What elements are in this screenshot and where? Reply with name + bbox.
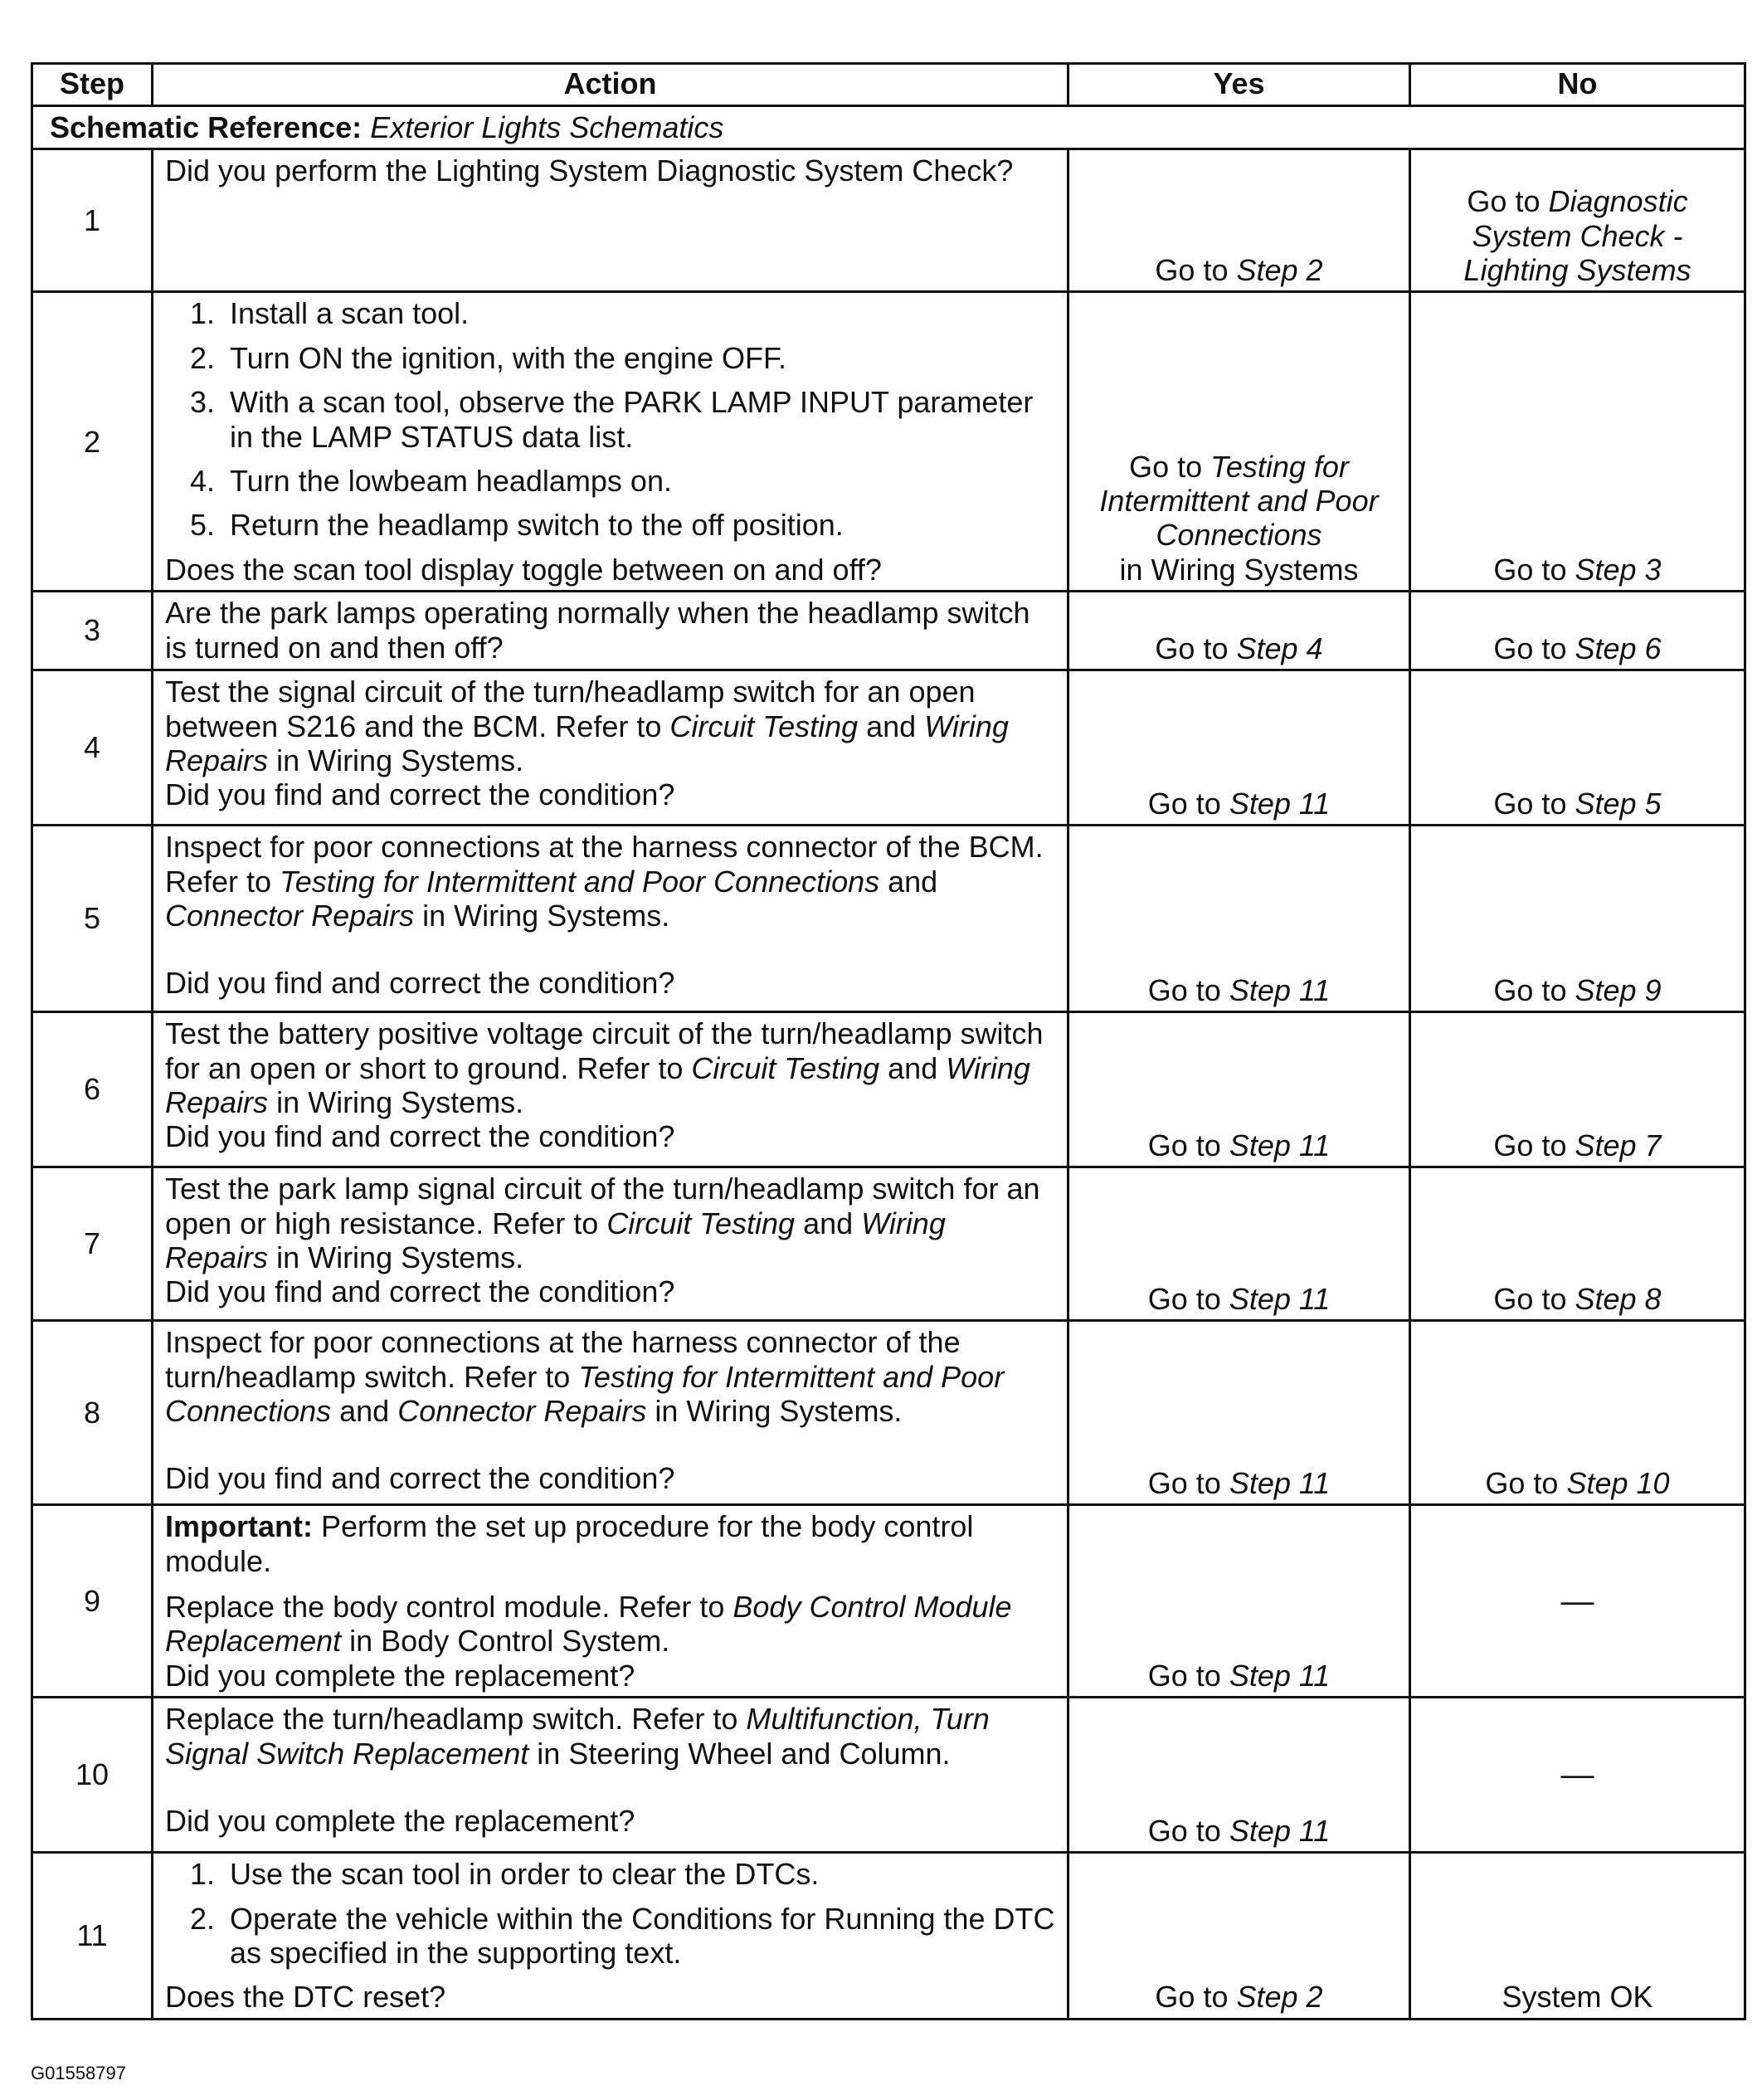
step-number: 3 — [32, 592, 153, 670]
no-link[interactable]: Step 6 — [1575, 631, 1662, 665]
table-row — [32, 1012, 1745, 1167]
action-text: Test the signal circuit of the turn/headlamp switch for an open between S216 and the BCM. Refer to Circuit Testing and Wiring Repairs in Wiring Systems. — [165, 675, 1009, 777]
figure-id: G01558797 — [31, 2063, 126, 2083]
yes-cell — [1068, 826, 1410, 1012]
yes-prefix: Go to — [1147, 786, 1229, 821]
question-text: Did you find and correct the condition? — [165, 1461, 675, 1496]
ref-link[interactable]: Wiring Repairs — [165, 709, 1009, 777]
list-item: 4. Turn the lowbeam headlamps on. — [223, 464, 1055, 498]
header-row — [32, 64, 1745, 106]
step-number: 7 — [32, 1167, 153, 1321]
step-number: 5 — [32, 826, 153, 1012]
yes-cell — [1068, 1321, 1410, 1505]
step-number: 11 — [32, 1853, 153, 2020]
list-item: 1. Install a scan tool. — [223, 296, 1055, 330]
schematic-label: Schematic Reference: — [50, 110, 363, 144]
no-cell — [1410, 670, 1745, 826]
action-text: Test the battery positive voltage circuit of the turn/headlamp switch for an open or short to ground. Refer to Circuit Testing and Wiring Repairs in Wiring Systems. — [165, 1016, 1044, 1119]
no-prefix: Go to — [1467, 184, 1549, 219]
yes-prefix: Go to — [1147, 1281, 1229, 1316]
yes-cell — [1068, 1012, 1410, 1167]
action-cell — [153, 1853, 1068, 2020]
yes-cell — [1068, 1505, 1410, 1698]
question-text: Did you find and correct the condition? — [165, 1119, 675, 1154]
action-cell — [153, 1698, 1068, 1853]
no-link[interactable]: Step 3 — [1575, 552, 1662, 587]
action-cell — [153, 292, 1068, 592]
ref-link[interactable]: Connector Repairs — [397, 1393, 647, 1428]
no-link[interactable]: Step 10 — [1566, 1465, 1670, 1500]
action-cell — [153, 670, 1068, 826]
table-row — [32, 1321, 1745, 1505]
schematic-link[interactable]: Exterior Lights Schematics — [370, 110, 724, 144]
action-list — [165, 1857, 1055, 1970]
no-cell — [1410, 1167, 1745, 1321]
yes-cell — [1068, 292, 1410, 592]
step-number: 9 — [32, 1505, 153, 1698]
no-cell: System OK — [1410, 1853, 1745, 2020]
no-cell — [1410, 1012, 1745, 1167]
no-prefix: Go to — [1493, 552, 1575, 587]
step-number: 2 — [32, 292, 153, 592]
header-action: Action — [153, 64, 1068, 106]
yes-link[interactable]: Step 11 — [1229, 1128, 1331, 1162]
yes-cell — [1068, 1698, 1410, 1853]
table-row — [32, 826, 1745, 1012]
ref-link[interactable]: Circuit Testing — [691, 1050, 880, 1085]
yes-suffix: in Wiring Systems — [1119, 552, 1359, 587]
action-list — [165, 296, 1055, 542]
no-cell: — — [1410, 1698, 1745, 1853]
yes-prefix: Go to — [1147, 1658, 1229, 1693]
action-cell — [153, 149, 1068, 292]
important-label: Important: — [165, 1509, 313, 1544]
list-item: 1. Use the scan tool in order to clear the DTCs. — [223, 1857, 1055, 1891]
ref-link[interactable]: Body Control Module Replacement — [165, 1589, 1012, 1659]
step-number: 4 — [32, 670, 153, 826]
yes-prefix: Go to — [1155, 1980, 1237, 2015]
action-text: Inspect for poor connections at the harness connector of the turn/headlamp switch. Refer to Testing for Intermittent and Poor Connections and Connector Repairs in Wiring Systems. — [165, 1325, 1005, 1428]
yes-cell — [1068, 1167, 1410, 1321]
action-text: Replace the body control module. Refer to Body Control Module Replacement in Body Control System. — [165, 1589, 1012, 1659]
step-number: 10 — [32, 1698, 153, 1853]
action-cell — [153, 592, 1068, 670]
no-prefix: Go to — [1485, 1465, 1567, 1500]
table-row — [32, 1698, 1745, 1853]
action-cell — [153, 1167, 1068, 1321]
no-prefix: Go to — [1493, 1281, 1575, 1316]
table-row — [32, 1167, 1745, 1321]
yes-cell — [1068, 592, 1410, 670]
no-cell — [1410, 292, 1745, 592]
no-link[interactable]: Step 8 — [1575, 1281, 1662, 1316]
yes-prefix: Go to — [1155, 631, 1237, 665]
action-cell — [153, 1321, 1068, 1505]
yes-prefix: Go to — [1155, 253, 1237, 287]
important-note: Important: Perform the set up procedure for the body control module. — [165, 1509, 974, 1578]
yes-prefix: Go to — [1147, 972, 1229, 1007]
list-item: 5. Return the headlamp switch to the off position. — [223, 508, 1055, 542]
yes-link[interactable]: Testing for Intermittent and Poor Connections — [1099, 449, 1379, 553]
header-yes: Yes — [1068, 64, 1410, 106]
step-number: 1 — [32, 149, 153, 292]
table-row — [32, 1853, 1745, 2020]
no-cell: — — [1410, 1505, 1745, 1698]
yes-prefix: Go to — [1129, 449, 1211, 484]
yes-cell — [1068, 670, 1410, 826]
action-cell — [153, 826, 1068, 1012]
schematic-row — [32, 106, 1745, 149]
question-text: Did you complete the replacement? — [165, 1803, 635, 1838]
question-text: Did you find and correct the condition? — [165, 777, 675, 812]
diagnostic-table — [31, 62, 1746, 2020]
action-text: Test the park lamp signal circuit of the turn/headlamp switch for an open or high resistance. Refer to Circuit Testing and Wiring Repairs in Wiring Systems. — [165, 1172, 1040, 1274]
yes-prefix: Go to — [1147, 1813, 1229, 1848]
no-cell — [1410, 826, 1745, 1012]
ref-link[interactable]: Multifunction, Turn Signal Switch Replacement — [165, 1702, 990, 1771]
ref-link[interactable]: Wiring Repairs — [165, 1050, 1030, 1119]
yes-cell — [1068, 149, 1410, 292]
yes-link[interactable]: Step 2 — [1236, 253, 1323, 287]
ref-link[interactable]: Connector Repairs — [165, 898, 415, 933]
yes-link[interactable]: Step 11 — [1229, 972, 1331, 1007]
question-text: Does the DTC reset? — [165, 1980, 446, 2015]
header-step: Step — [32, 64, 153, 106]
yes-prefix: Go to — [1147, 1128, 1229, 1162]
action-text: Replace the turn/headlamp switch. Refer to Multifunction, Turn Signal Switch Replacement in Steering Wheel and Column. — [165, 1702, 990, 1771]
yes-link[interactable]: Step 11 — [1229, 1281, 1331, 1316]
ref-link[interactable]: Circuit Testing — [606, 1206, 796, 1240]
action-cell — [153, 1505, 1068, 1698]
no-cell — [1410, 1321, 1745, 1505]
table-row — [32, 670, 1745, 826]
ref-link[interactable]: Testing for Intermittent and Poor Connections — [280, 864, 880, 899]
yes-prefix: Go to — [1147, 1465, 1229, 1500]
action-cell — [153, 1012, 1068, 1167]
no-link[interactable]: Step 7 — [1575, 1128, 1662, 1162]
question-text: Did you find and correct the condition? — [165, 1274, 675, 1309]
table-row — [32, 592, 1745, 670]
ref-link[interactable]: Testing for Intermittent and Poor Connections — [165, 1359, 1005, 1428]
yes-link[interactable]: Step 11 — [1229, 1813, 1331, 1848]
question-text: Does the scan tool display toggle between on and off? — [165, 552, 882, 587]
list-item: 3. With a scan tool, observe the PARK LAMP INPUT parameter in the LAMP STATUS data list. — [223, 385, 1055, 454]
yes-link[interactable]: Step 4 — [1236, 631, 1323, 665]
no-prefix: Go to — [1493, 631, 1575, 665]
question-text: Did you complete the replacement? — [165, 1658, 635, 1693]
action-text: Inspect for poor connections at the harness connector of the BCM. Refer to Testing for Intermittent and Poor Connections and Connector Repairs in Wiring Systems. — [165, 830, 1044, 933]
no-link[interactable]: Step 5 — [1575, 786, 1662, 821]
schematic-reference — [32, 106, 1745, 149]
table-row — [32, 292, 1745, 592]
list-item: 2. Turn ON the ignition, with the engine OFF. — [223, 341, 1055, 375]
table-row — [32, 149, 1745, 292]
step-number: 8 — [32, 1321, 153, 1505]
action-text: Did you perform the Lighting System Diagnostic System Check? — [165, 153, 1014, 188]
no-prefix: Go to — [1493, 972, 1575, 1007]
question-text: Did you find and correct the condition? — [165, 966, 675, 1001]
no-cell — [1410, 592, 1745, 670]
table-row — [32, 1505, 1745, 1698]
yes-link[interactable]: Step 2 — [1236, 1980, 1323, 2015]
ref-link[interactable]: Circuit Testing — [669, 709, 859, 743]
yes-cell — [1068, 1853, 1410, 2020]
ref-link[interactable]: Wiring Repairs — [165, 1206, 946, 1274]
list-item: 2. Operate the vehicle within the Conditions for Running the DTC as specified in the supporting text. — [223, 1902, 1055, 1971]
no-link[interactable]: Diagnostic System Check - Lighting Systems — [1463, 184, 1691, 287]
step-number: 6 — [32, 1012, 153, 1167]
yes-link[interactable]: Step 11 — [1229, 1465, 1331, 1500]
yes-link[interactable]: Step 11 — [1229, 786, 1331, 821]
no-link[interactable]: Step 9 — [1575, 972, 1662, 1007]
header-no: No — [1410, 64, 1745, 106]
no-prefix: Go to — [1493, 786, 1575, 821]
action-text: Are the park lamps operating normally when the headlamp switch is turned on and then off? — [165, 596, 1030, 665]
yes-link[interactable]: Step 11 — [1229, 1658, 1331, 1693]
no-cell — [1410, 149, 1745, 292]
no-prefix: Go to — [1493, 1128, 1575, 1162]
